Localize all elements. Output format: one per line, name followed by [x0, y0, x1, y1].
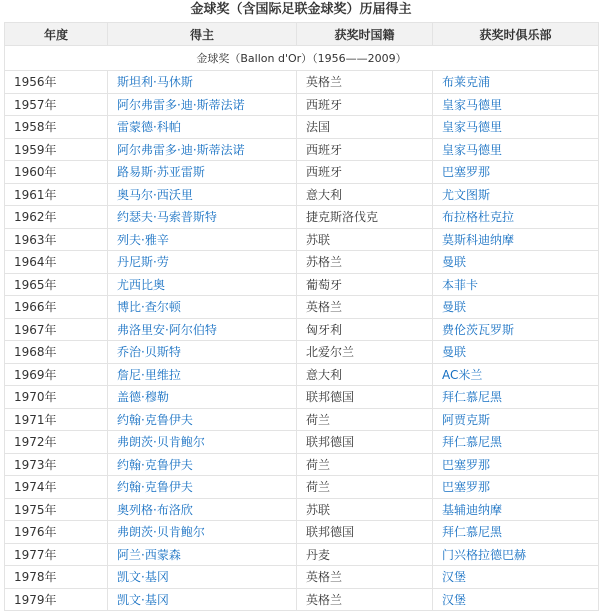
winner-link[interactable]: 约翰·克鲁伊夫 [108, 408, 297, 431]
header-nationality: 获奖时国籍 [297, 23, 433, 46]
club-link[interactable]: 皇家马德里 [433, 93, 599, 116]
nationality-cell: 荷兰 [297, 453, 433, 476]
club-link[interactable]: 拜仁慕尼黑 [433, 521, 599, 544]
table-row [5, 521, 599, 544]
winner-link[interactable]: 奥列格·布洛欣 [108, 498, 297, 521]
table-row [5, 206, 599, 229]
winner-link[interactable]: 盖德·穆勒 [108, 386, 297, 409]
table-row [5, 318, 599, 341]
year-cell: 1959年 [5, 138, 108, 161]
nationality-cell: 西班牙 [297, 93, 433, 116]
club-link[interactable]: 汉堡 [433, 588, 599, 611]
club-link[interactable]: 巴塞罗那 [433, 161, 599, 184]
year-cell: 1956年 [5, 71, 108, 94]
club-link[interactable]: 布莱克浦 [433, 71, 599, 94]
club-link[interactable]: 基辅迪纳摩 [433, 498, 599, 521]
winner-link[interactable]: 丹尼斯·劳 [108, 251, 297, 274]
table-row [5, 363, 599, 386]
club-link[interactable]: 拜仁慕尼黑 [433, 431, 599, 454]
nationality-cell: 联邦德国 [297, 431, 433, 454]
winner-link[interactable]: 阿兰·西蒙森 [108, 543, 297, 566]
winner-link[interactable]: 斯坦利·马休斯 [108, 71, 297, 94]
winner-link[interactable]: 奥马尔·西沃里 [108, 183, 297, 206]
year-cell: 1966年 [5, 296, 108, 319]
nationality-cell: 苏格兰 [297, 251, 433, 274]
club-link[interactable]: 巴塞罗那 [433, 453, 599, 476]
year-cell: 1977年 [5, 543, 108, 566]
table-row [5, 476, 599, 499]
club-link[interactable]: 曼联 [433, 341, 599, 364]
table-row [5, 341, 599, 364]
winner-link[interactable]: 凯文·基冈 [108, 588, 297, 611]
winner-link[interactable]: 弗朗茨·贝肯鲍尔 [108, 521, 297, 544]
winner-link[interactable]: 列夫·雅辛 [108, 228, 297, 251]
nationality-cell: 匈牙利 [297, 318, 433, 341]
table-row [5, 431, 599, 454]
nationality-cell: 西班牙 [297, 161, 433, 184]
winner-link[interactable]: 尤西比奥 [108, 273, 297, 296]
year-cell: 1969年 [5, 363, 108, 386]
nationality-cell: 丹麦 [297, 543, 433, 566]
nationality-cell: 苏联 [297, 228, 433, 251]
year-cell: 1958年 [5, 116, 108, 139]
header-row [5, 23, 599, 46]
year-cell: 1972年 [5, 431, 108, 454]
year-cell: 1963年 [5, 228, 108, 251]
winner-link[interactable]: 雷蒙德·科帕 [108, 116, 297, 139]
year-cell: 1979年 [5, 588, 108, 611]
year-cell: 1960年 [5, 161, 108, 184]
nationality-cell: 英格兰 [297, 566, 433, 589]
table-row [5, 161, 599, 184]
club-link[interactable]: 皇家马德里 [433, 138, 599, 161]
year-cell: 1967年 [5, 318, 108, 341]
club-link[interactable]: 布拉格杜克拉 [433, 206, 599, 229]
club-link[interactable]: 汉堡 [433, 566, 599, 589]
year-cell: 1973年 [5, 453, 108, 476]
nationality-cell: 捷克斯洛伐克 [297, 206, 433, 229]
header-club: 获奖时俱乐部 [433, 23, 599, 46]
nationality-cell: 意大利 [297, 183, 433, 206]
table-row [5, 183, 599, 206]
table-row [5, 228, 599, 251]
nationality-cell: 荷兰 [297, 476, 433, 499]
table-row [5, 588, 599, 611]
winner-link[interactable]: 弗朗茨·贝肯鲍尔 [108, 431, 297, 454]
subheader-cell: 金球奖（Ballon d'Or）（1956——2009） [5, 46, 599, 71]
table-row [5, 498, 599, 521]
winner-link[interactable]: 约翰·克鲁伊夫 [108, 476, 297, 499]
subheader-row [5, 46, 599, 71]
table-row [5, 71, 599, 94]
winner-link[interactable]: 凯文·基冈 [108, 566, 297, 589]
nationality-cell: 英格兰 [297, 588, 433, 611]
nationality-cell: 意大利 [297, 363, 433, 386]
nationality-cell: 葡萄牙 [297, 273, 433, 296]
year-cell: 1957年 [5, 93, 108, 116]
club-link[interactable]: 巴塞罗那 [433, 476, 599, 499]
table-row [5, 453, 599, 476]
year-cell: 1962年 [5, 206, 108, 229]
year-cell: 1970年 [5, 386, 108, 409]
table-row [5, 386, 599, 409]
nationality-cell: 英格兰 [297, 71, 433, 94]
year-cell: 1964年 [5, 251, 108, 274]
club-link[interactable]: 费伦茨瓦罗斯 [433, 318, 599, 341]
year-cell: 1968年 [5, 341, 108, 364]
nationality-cell: 联邦德国 [297, 386, 433, 409]
table-row [5, 251, 599, 274]
club-link[interactable]: AC米兰 [433, 363, 599, 386]
table-row [5, 93, 599, 116]
table-row [5, 408, 599, 431]
year-cell: 1961年 [5, 183, 108, 206]
winners-table [4, 22, 599, 611]
table-row [5, 273, 599, 296]
nationality-cell: 英格兰 [297, 296, 433, 319]
winner-link[interactable]: 阿尔弗雷多·迪·斯蒂法诺 [108, 93, 297, 116]
nationality-cell: 荷兰 [297, 408, 433, 431]
nationality-cell: 西班牙 [297, 138, 433, 161]
year-cell: 1974年 [5, 476, 108, 499]
nationality-cell: 法国 [297, 116, 433, 139]
club-link[interactable]: 阿贾克斯 [433, 408, 599, 431]
year-cell: 1975年 [5, 498, 108, 521]
year-cell: 1971年 [5, 408, 108, 431]
table-row [5, 566, 599, 589]
club-link[interactable]: 尤文图斯 [433, 183, 599, 206]
club-link[interactable]: 曼联 [433, 296, 599, 319]
club-link[interactable]: 本菲卡 [433, 273, 599, 296]
ballon-dor-section [4, 0, 598, 611]
table-row [5, 296, 599, 319]
year-cell: 1978年 [5, 566, 108, 589]
winner-link[interactable]: 路易斯·苏亚雷斯 [108, 161, 297, 184]
club-link[interactable]: 门兴格拉德巴赫 [433, 543, 599, 566]
table-title: 金球奖（含国际足联金球奖）历届得主 [190, 2, 412, 17]
year-cell: 1976年 [5, 521, 108, 544]
club-link[interactable]: 拜仁慕尼黑 [433, 386, 599, 409]
winner-link[interactable]: 约瑟夫·马索普斯特 [108, 206, 297, 229]
table-row [5, 138, 599, 161]
winner-link[interactable]: 乔治·贝斯特 [108, 341, 297, 364]
winner-link[interactable]: 约翰·克鲁伊夫 [108, 453, 297, 476]
winner-link[interactable]: 阿尔弗雷多·迪·斯蒂法诺 [108, 138, 297, 161]
winner-link[interactable]: 弗洛里安·阿尔伯特 [108, 318, 297, 341]
nationality-cell: 联邦德国 [297, 521, 433, 544]
table-row [5, 116, 599, 139]
nationality-cell: 北爱尔兰 [297, 341, 433, 364]
club-link[interactable]: 曼联 [433, 251, 599, 274]
club-link[interactable]: 皇家马德里 [433, 116, 599, 139]
winner-link[interactable]: 博比·查尔顿 [108, 296, 297, 319]
winner-link[interactable]: 詹尼·里维拉 [108, 363, 297, 386]
nationality-cell: 苏联 [297, 498, 433, 521]
header-winner: 得主 [108, 23, 297, 46]
table-row [5, 543, 599, 566]
year-cell: 1965年 [5, 273, 108, 296]
header-year: 年度 [5, 23, 108, 46]
club-link[interactable]: 莫斯科迪纳摩 [433, 228, 599, 251]
